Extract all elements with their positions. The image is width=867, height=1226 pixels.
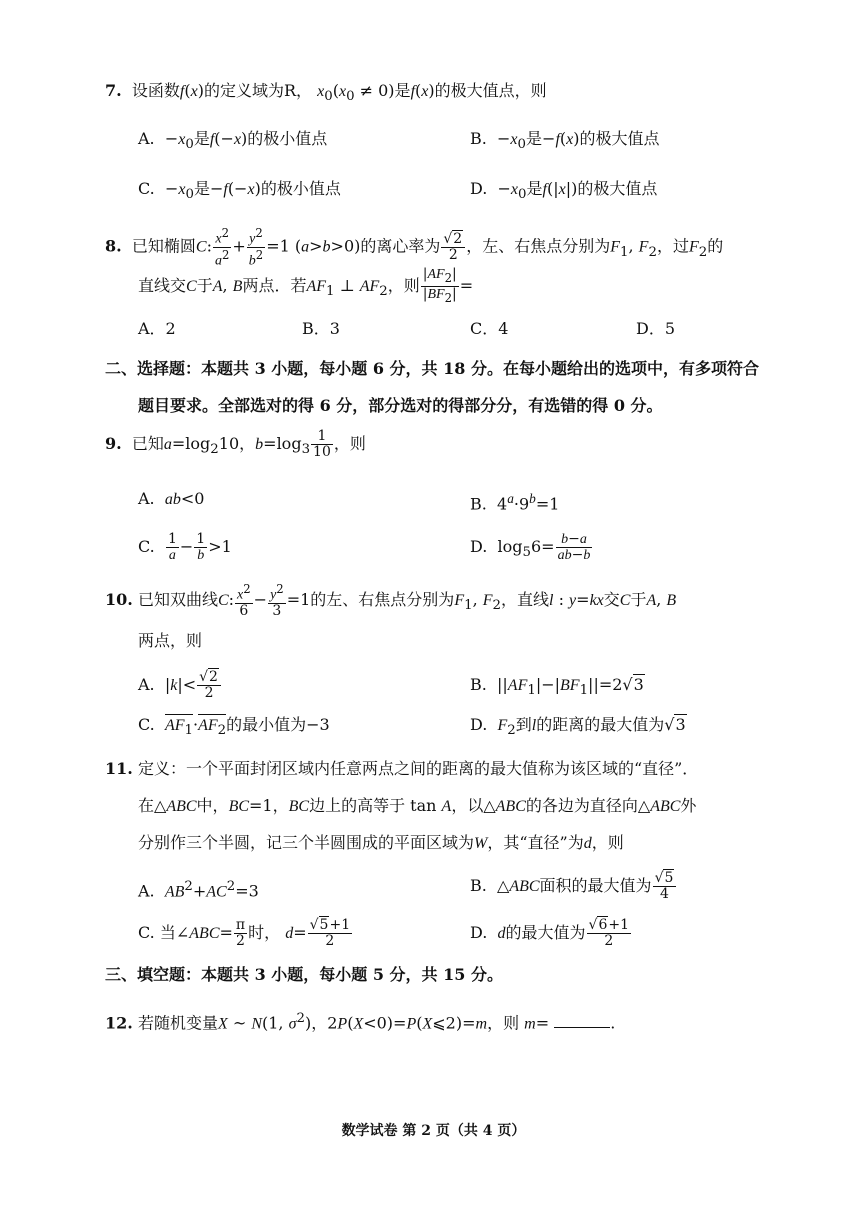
q10-stem-line2: 两点，则: [138, 631, 203, 650]
q10-option-d: D. $F_2$到l的距离的最大值为√3: [470, 715, 686, 739]
q8-text: 直线交: [138, 276, 187, 295]
q11-stem-line1: [105, 758, 698, 780]
q8-text: 已知椭圆: [131, 236, 196, 256]
q8-stem-line1: 8. 已知椭圆C: $\frac{x^2}{a^2}$ + $\frac{y^2}{b^2}$ =1 (a>b>0)的离心率为 $\frac{√2}{2}$ ，左、右焦点分别为$F_1$, $F_2$，过$F_2$的: [105, 226, 724, 269]
option-label: B.: [470, 876, 487, 895]
q7-option-d: D. $-x_0$是f(|x|)的极大值点: [470, 179, 658, 203]
q8-stem-line2: 直线交C于A, B两点．若$AF_1$ ⊥ $AF_2$，则 $\frac{|AF_2|}{|BF_2|}$ =: [138, 266, 474, 305]
q11-stem-line2: 在△ABC中，BC=1，BC边上的高等于 tan A，以△ABC的各边为直径向△ABC外: [138, 796, 697, 815]
q12-text: 若随机变量: [137, 1013, 218, 1033]
q11-text: 在: [138, 796, 155, 815]
q11-text: 边上的高等于: [309, 796, 406, 815]
q7-text: 是: [394, 81, 411, 100]
option-text: 的极大值点: [579, 129, 660, 148]
q10-text: 的左、右焦点分别为: [310, 590, 455, 609]
q8-text: ，左、右焦点分别为: [466, 236, 611, 256]
q10-text: 于: [630, 590, 647, 609]
page-footer: 数学试卷 第 2 页（共 4 页）: [341, 1123, 526, 1139]
q11-text: 外: [680, 796, 697, 815]
q10-text: 已知双曲线: [137, 590, 218, 609]
q11-option-b: B. △ABC面积的最大值为 $\frac{√5}{4}$: [470, 866, 677, 907]
q8-text: 的离心率为: [360, 236, 441, 256]
q11-text: 定义：一个平面封闭区域内任意两点之间的距离的最大值称为该区域的“直径”．: [137, 759, 699, 778]
q9-option-a: A. ab<0: [138, 489, 205, 508]
option-label: C.: [138, 179, 155, 198]
option-text: 的距离的最大值为: [536, 715, 665, 734]
option-text: 是: [193, 179, 210, 198]
q9-text: ，则: [333, 434, 366, 453]
q8-text: ，则: [387, 276, 420, 295]
q11-option-d: D. d的最大值为 $\frac{√6+1}{2}$: [470, 917, 630, 949]
q12-text: ，: [311, 1013, 328, 1033]
q9-text: 已知: [131, 434, 164, 453]
option-text: 的最大值为: [505, 923, 586, 942]
option-label: D.: [470, 179, 488, 198]
q10-text: 交: [603, 590, 620, 609]
option-text: 到: [515, 715, 532, 734]
q8-text: ，过: [656, 236, 689, 256]
option-label: C.: [138, 537, 155, 556]
q7-text: 的定义域为R，: [203, 81, 313, 100]
option-text: 的极小值点: [260, 179, 341, 198]
option-label: A.: [138, 489, 155, 508]
option-label: C.: [138, 715, 155, 734]
q11-text: 分别作三个半圆，记三个半圆围成的平面区域为: [138, 833, 475, 852]
q8-option-a: A．2: [138, 319, 176, 338]
option-label: A.: [138, 675, 155, 694]
option-text: 是: [526, 179, 543, 198]
q9-stem: 9. 已知$a=\log_210$，$b=\log_3$ $\frac{1}{10}$ ，则: [105, 428, 366, 460]
q7-text: 的极大值点，则: [434, 81, 547, 100]
q7-stem: 7. 设函数f(x)的定义域为R， $x_0(x_0 \ne 0)$是f(x)的极大值点，则: [105, 81, 547, 105]
option-label: B.: [470, 675, 487, 694]
q8-text: 的: [707, 236, 724, 256]
q8-text: 于: [196, 276, 213, 295]
q9-number: 9.: [105, 434, 122, 453]
option-text: 是: [526, 129, 543, 148]
q9-option-b: B. $4^a\cdot 9^b=1$: [470, 491, 560, 514]
q7-option-c: C. $-x_0$是−f(−x)的极小值点: [138, 179, 341, 203]
q12-text: ，则: [487, 1013, 520, 1033]
option-text: 当: [159, 923, 176, 942]
q8-number: 8.: [105, 236, 122, 256]
q8-option-c: C．4: [470, 319, 509, 338]
option-text: 时，: [248, 923, 281, 942]
q11-option-c: C. 当∠ABC= $\frac{\pi}{2}$ 时， d= $\frac{√5+1}{2}$: [138, 917, 351, 949]
option-label: D.: [470, 923, 488, 942]
section2-heading-cont: 题目要求。全部选对的得 6 分，部分选对的得部分分，有选错的得 0 分。: [138, 396, 663, 415]
q10-option-b: B. $||AF_1|-|BF_1||=2√3$: [470, 675, 644, 699]
section3-heading: 三、填空题：本题共 3 小题，每小题 5 分，共 15 分。: [105, 965, 503, 984]
q8-option-d: D．5: [636, 319, 676, 338]
q8-text: 两点．若: [242, 276, 307, 295]
answer-blank[interactable]: [554, 1011, 610, 1028]
q11-text: ，则: [591, 833, 624, 852]
option-text: 的极大值点: [577, 179, 658, 198]
q10-option-c: C. $AF_1\cdot AF_2$的最小值为−3: [138, 715, 330, 739]
option-label: A.: [138, 881, 155, 901]
option-text: 是: [193, 129, 210, 148]
q11-option-a: A. $AB^2+AC^2=3$: [138, 879, 259, 901]
q7-option-b: B. $-x_0$是−f(x)的极大值点: [470, 129, 660, 153]
q7-option-a: A. $-x_0$是f(−x)的极小值点: [138, 129, 328, 153]
option-text: 面积的最大值为: [539, 876, 652, 895]
q10-number: 10.: [105, 590, 133, 609]
q11-text: 的各边为直径向: [525, 796, 638, 815]
q11-text: ，其“直径”为: [487, 833, 584, 852]
option-label: B.: [470, 129, 487, 148]
option-label: B.: [470, 494, 487, 514]
option-label: C.: [138, 923, 155, 942]
q12-number: 12.: [105, 1013, 133, 1033]
q9-text: ，: [239, 434, 256, 453]
q11-number: 11.: [105, 759, 133, 778]
q7-number: 7.: [105, 81, 122, 100]
q10-option-a: A. |k|< $\frac{√2}{2}$: [138, 666, 222, 705]
q8-option-b: B．3: [302, 319, 340, 338]
section2-heading: 二、选择题：本题共 3 小题，每小题 6 分，共 18 分。在每小题给出的选项中，有多项符合: [105, 359, 759, 378]
q10-text: ，直线: [501, 590, 550, 609]
option-label: D.: [470, 715, 488, 734]
q10-stem-line1: 10. 已知双曲线C: $\frac{x^2}{6}$ − $\frac{y^2}{3}$ =1的左、右焦点分别为$F_1$, $F_2$，直线l : y=kx交C于A, B: [105, 582, 677, 619]
q9-option-d: D. $\log_56=$ $\frac{b-a}{ab-b}$: [470, 531, 591, 563]
q11-text: 中，: [196, 796, 229, 815]
option-label: D.: [470, 537, 488, 556]
option-text: 的最小值为−3: [226, 715, 330, 734]
option-label: A.: [138, 129, 155, 148]
option-text: 的极小值点: [247, 129, 328, 148]
q11-stem-line3: 分别作三个半圆，记三个半圆围成的平面区域为W，其“直径”为d，则: [138, 833, 624, 852]
q7-text: 设函数: [131, 81, 180, 100]
q9-option-c: C. $\frac{1}{a}$ − $\frac{1}{b}$ >1: [138, 531, 232, 563]
q12-stem: 12. 若随机变量X ~ N(1, $\sigma^2$)，2P(X<0)=P(X⩽2)=m，则 m= .: [105, 1011, 616, 1033]
